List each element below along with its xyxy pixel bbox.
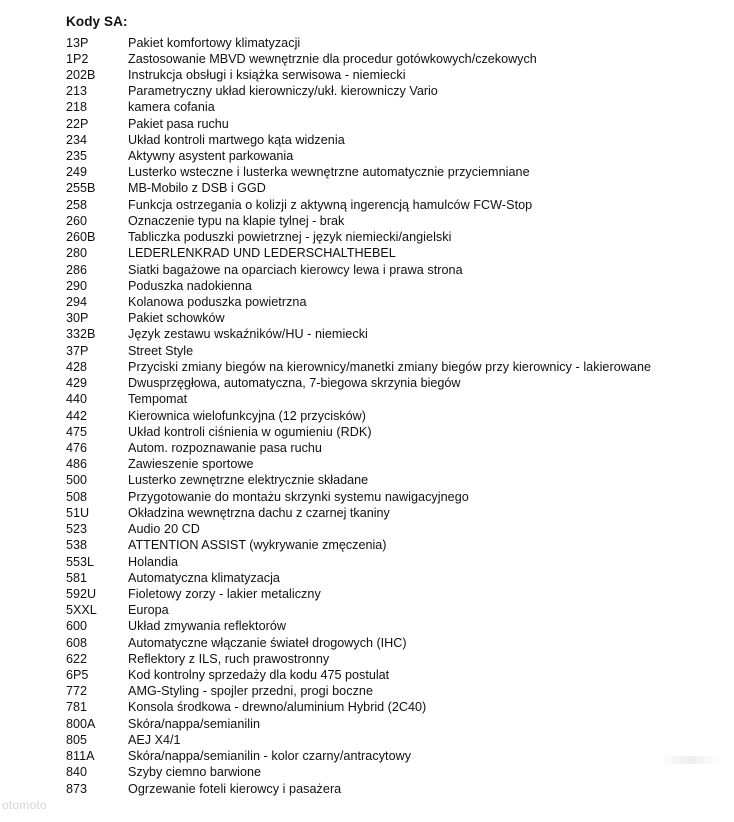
- sa-code: 1P2: [66, 51, 89, 66]
- sa-code: 800A: [66, 716, 96, 731]
- sa-code: 772: [66, 684, 88, 699]
- sa-description: Poduszka nadokienna: [128, 278, 252, 293]
- sa-description: Parametryczny układ kierowniczy/ukł. kierowniczy Vario: [128, 84, 438, 99]
- sa-description: Układ kontroli ciśnienia w ogumieniu (RDK): [128, 424, 372, 439]
- sa-code: 592U: [66, 586, 97, 601]
- sa-description: Układ kontroli martwego kąta widzenia: [128, 132, 345, 147]
- sa-description: Aktywny asystent parkowania: [128, 149, 294, 164]
- sa-code: 332B: [66, 327, 96, 342]
- sa-code: 202B: [66, 67, 96, 82]
- sa-code: 622: [66, 651, 88, 666]
- sa-code: 234: [66, 132, 88, 147]
- sa-code: 22P: [66, 116, 89, 131]
- sa-description: ATTENTION ASSIST (wykrywanie zmęczenia): [128, 538, 387, 553]
- sa-code: 475: [66, 424, 88, 439]
- sa-description: Oznaczenie typu na klapie tylnej - brak: [128, 213, 345, 228]
- sa-code: 235: [66, 149, 88, 164]
- sa-code: 840: [66, 765, 88, 780]
- sa-description: Reflektory z ILS, ruch prawostronny: [128, 651, 330, 666]
- sa-description: Zawieszenie sportowe: [128, 457, 254, 472]
- sa-code: 260: [66, 213, 88, 228]
- sa-description: MB-Mobilo z DSB i GGD: [128, 181, 266, 196]
- sa-description: Europa: [128, 603, 169, 618]
- sa-description: Tempomat: [128, 392, 188, 407]
- sa-code: 260B: [66, 230, 96, 245]
- sa-code: 30P: [66, 311, 89, 326]
- sa-code: 280: [66, 246, 88, 261]
- sa-description: Skóra/nappa/semianilin: [128, 716, 261, 731]
- sa-code: 805: [66, 732, 88, 747]
- sa-code: 258: [66, 197, 88, 212]
- sa-description: Automatyczne włączanie świateł drogowych (IHC): [128, 635, 407, 650]
- sa-description: Pakiet komfortowy klimatyzacji: [128, 35, 301, 50]
- sa-description: Dwusprzęgłowa, automatyczna, 7-biegowa skrzynia biegów: [128, 376, 461, 391]
- sa-description: Kolanowa poduszka powietrzna: [128, 295, 307, 309]
- sa-description: Lusterko wsteczne i lusterka wewnętrzne automatycznie przyciemniane: [128, 165, 530, 180]
- sa-description: LEDERLENKRAD UND LEDERSCHALTHEBEL: [128, 246, 396, 261]
- watermark-text: otomoto: [2, 798, 47, 812]
- sa-code: 508: [66, 489, 88, 504]
- sa-code: 249: [66, 165, 88, 180]
- sa-description: Układ zmywania reflektorów: [128, 619, 287, 634]
- sa-code: 440: [66, 392, 88, 407]
- sa-code: 476: [66, 440, 88, 455]
- sa-description: Zastosowanie MBVD wewnętrznie dla procedur gotówkowych/czekowych: [128, 51, 537, 66]
- sa-code: 442: [66, 408, 88, 423]
- scan-smudge: [660, 756, 720, 764]
- sa-description: Kierownica wielofunkcyjna (12 przycisków): [128, 408, 366, 423]
- sa-code: 608: [66, 635, 88, 650]
- sa-description: Lusterko zewnętrzne elektrycznie składane: [128, 473, 369, 488]
- sa-code: 5XXL: [66, 603, 97, 618]
- sa-code: 37P: [66, 343, 89, 358]
- sa-code: 811A: [66, 749, 95, 764]
- sa-code: 538: [66, 538, 88, 553]
- sa-code: 581: [66, 570, 88, 585]
- sa-code: 294: [66, 295, 88, 309]
- sa-description: Okładzina wewnętrzna dachu z czarnej tkaniny: [128, 505, 390, 520]
- sa-description: AEJ X4/1: [128, 732, 181, 747]
- sa-description: Automatyczna klimatyzacja: [128, 570, 280, 585]
- sa-description: Audio 20 CD: [128, 522, 200, 537]
- sa-description: kamera cofania: [128, 100, 215, 115]
- sa-description: Tabliczka poduszki powietrznej - język niemiecki/angielski: [128, 230, 452, 245]
- sa-description: Instrukcja obsługi i książka serwisowa - niemiecki: [128, 67, 406, 82]
- sa-description: Pakiet pasa ruchu: [128, 116, 229, 131]
- sa-code: 873: [66, 781, 88, 796]
- document-heading: Kody SA:: [66, 14, 128, 29]
- sa-description: Ogrzewanie foteli kierowcy i pasażera: [128, 781, 342, 796]
- sa-description: Kod kontrolny sprzedaży dla kodu 475 postulat: [128, 668, 390, 683]
- sa-description: Fioletowy zorzy - lakier metaliczny: [128, 586, 321, 601]
- sa-description: Konsola środkowa - drewno/aluminium Hybrid (2C40): [128, 700, 427, 715]
- sa-description: Street Style: [128, 343, 194, 358]
- sa-description: Pakiet schowków: [128, 311, 225, 326]
- sa-code: 429: [66, 376, 88, 391]
- sa-code: 486: [66, 457, 88, 472]
- sa-code: 428: [66, 359, 88, 374]
- sa-description: Język zestawu wskaźników/HU - niemiecki: [128, 327, 368, 342]
- sa-description: Autom. rozpoznawanie pasa ruchu: [128, 440, 322, 455]
- sa-description: AMG-Styling - spojler przedni, progi boczne: [128, 684, 374, 699]
- sa-code: 51U: [66, 505, 90, 520]
- sa-code: 523: [66, 522, 88, 537]
- sa-code: 286: [66, 262, 88, 277]
- sa-code: 6P5: [66, 668, 89, 683]
- sa-description: Siatki bagażowe na oparciach kierowcy lewa i prawa strona: [128, 262, 463, 277]
- sa-code: 553L: [66, 554, 95, 569]
- sa-code: 218: [66, 100, 88, 115]
- sa-code: 500: [66, 473, 88, 488]
- sa-description: Szyby ciemno barwione: [128, 765, 261, 780]
- sa-code: 213: [66, 84, 88, 99]
- sa-description: Przyciski zmiany biegów na kierownicy/manetki zmiany biegów przy kierownicy - lakierowane: [128, 359, 652, 374]
- sa-code: 13P: [66, 35, 89, 50]
- sa-code: 290: [66, 278, 88, 293]
- sa-code: 600: [66, 619, 88, 634]
- sa-code: 255B: [66, 181, 96, 196]
- sa-description: Przygotowanie do montażu skrzynki systemu nawigacyjnego: [128, 489, 469, 504]
- sa-description: Holandia: [128, 554, 179, 569]
- sa-description: Funkcja ostrzegania o kolizji z aktywną ingerencją hamulców FCW-Stop: [128, 197, 533, 212]
- sa-code: 781: [66, 700, 88, 715]
- sa-description: Skóra/nappa/semianilin - kolor czarny/antracytowy: [128, 749, 412, 764]
